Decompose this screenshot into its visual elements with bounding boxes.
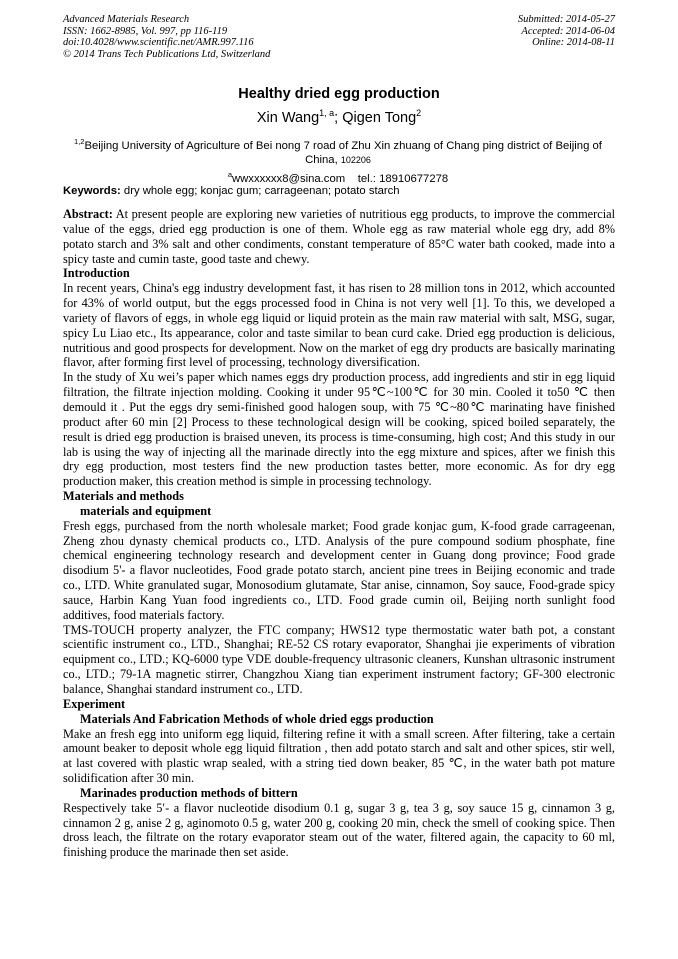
- journal-name: Advanced Materials Research: [63, 14, 190, 25]
- issn-line: ISSN: 1662-8985, Vol. 997, pp 116-119: [63, 25, 228, 37]
- materials-paragraph: Fresh eggs, purchased from the north wholesale market; Food grade konjac gum, K-food grade carrageenan, Zheng zhou dynasty chemical products co., LTD. Analysis of the pure compound sodium phosphate, fine chemical engineering technology research and development center in Guang dong province; Food grade disodium 5'- a flavor nucleotides, Food grade potato starch, ancient pine trees in Beijing economic and trade co., LTD. White granulated sugar, Monosodium glutamate, Star anise, cinnamon, Soy sauce, Food-grade spicy sauce, Harbin Kang Yuan food ingredients co., LTD. Food grade cumin oil, Beijing north sunlight food additives, food materials factory.: [63, 518, 615, 622]
- abstract: [63, 207, 615, 266]
- fabrication-paragraph: Make an fresh egg into uniform egg liquid, filtering refine it with a small screen. After filtering, take a certain amount beaker to deposit whole egg liquid filtration , then add potato starch and salt and other spices, stir well, at last covered with plastic wrap sealed, with a string tied down beaker, 85 ℃, in the water bath pot mature solidification after 30 min.: [63, 726, 615, 786]
- author-2-affiliation: 2: [416, 108, 422, 118]
- methods-heading: Materials and methods: [63, 489, 184, 504]
- journal-info: [63, 14, 270, 60]
- keywords-text: dry whole egg; konjac gum; carrageenan; potato starch: [123, 185, 400, 197]
- postcode: 102206: [340, 155, 371, 166]
- equipment-paragraph: TMS-TOUCH property analyzer, the FTC company; HWS12 type thermostatic water bath pot, a constant scientific instrument co., LTD., Shanghai; RE-52 CS rotary evaporator, Shanghai jie experiments of vibration equipment co., LTD.; KQ-6000 type VDE double-frequency ultrasonic cleaners, Kunshan ultrasonic instrument co., LTD.; 79-1A magnetic stirrer, Changzhou Xiang tian experiment instrument factory; GF-300 electronic balance, Shanghai standard instrument co., LTD.: [63, 622, 615, 696]
- author-separator: ;: [334, 110, 343, 126]
- affiliation-marker: 1,2: [74, 137, 85, 146]
- paper-title: Healthy dried egg production: [238, 86, 440, 102]
- online-date: Online: 2014-08-11: [532, 37, 615, 49]
- introduction-paragraph-1: In recent years, China's egg industry development fast, it has risen to 28 million tons in 2012, which accounted for 43% of world output, but the eggs processed food in China is not very well [1]. To this, we developed a variety of flavors of eggs, in whole egg liquid or liquid protein as the main raw material with salt, MSG, sugar, spicy Lu Liao etc., Its appearance, color and taste similar to bean curd cake. Dried egg production is delicious, nutritious and good prospects for development. Now on the market of egg dry products are basically marinating flavor, after forming first level of processing, technology diversification.: [63, 281, 615, 370]
- submitted-date: Submitted: 2014-05-27: [517, 14, 615, 25]
- author-2: Qigen Tong: [342, 110, 417, 126]
- doi-line: doi:10.4028/www.scientific.net/AMR.997.116: [63, 37, 254, 49]
- author-line: [0, 108, 678, 126]
- paper-body: [63, 207, 615, 860]
- abstract-label: Abstract:: [63, 207, 113, 221]
- contact-line: [60, 168, 616, 186]
- accepted-date: Accepted: 2014-06-04: [521, 25, 615, 37]
- introduction-paragraph-2: In the study of Xu wei’s paper which names eggs dry production process, add ingredients and stir in egg liquid filtration, the filtrate injection molding. Cooking it under 95℃~100℃ for 30 min. Cooled it to50 ℃ then demould it . Put the eggs dry semi-finished good halogen soup, with 75 ℃~80℃ marinating have finished product after 60 min [2] Process to these technological design will be cooking, spiced boiled separately, the result is dried egg production is braised uneven, its process is time-consuming, high cost; And this study in our lab is using the way of injecting all the marinade directly into the egg mixture and spices, after we finish this dry egg production, most testers find the new production tastes better, more economic. As for dry egg production maker, this creation method is simple in processing technology.: [63, 370, 615, 489]
- submission-dates: [518, 14, 615, 49]
- affiliation-text: Beijing University of Agriculture of Bei nong 7 road of Zhu Xin zhuang of Chang ping district of Beijing of China,: [84, 140, 602, 167]
- abstract-text: At present people are exploring new varieties of nutritious egg products, to improve the commercial value of the eggs, dried egg production is one of them. Whole egg as raw material whole egg dry, add 8% potato starch and 3% salt and other condiments, constant temperature of 85°C water bath cooked, made into a spicy taste and cumin taste, good taste and chewy.: [63, 207, 615, 266]
- email-marker: a: [227, 169, 232, 179]
- author-1-affiliation: 1, a: [319, 108, 335, 118]
- affiliation-address: [60, 135, 616, 168]
- fabrication-subheading: Materials And Fabrication Methods of whole dried eggs production: [80, 711, 434, 726]
- marinade-paragraph: Respectively take 5′- a flavor nucleotide disodium 0.1 g, sugar 3 g, tea 3 g, soy sauce 15 g, cinnamon 3 g, cinnamon 2 g, anise 2 g, aginomoto 0.5 g, water 200 g, cooking 20 min, check the smell of cooking spice. Then dross leach, the filtrate on the rotary evaporator steam out of the water, filtered again, the capacity to 60 ml, finishing produce the marinade then set aside.: [63, 800, 615, 860]
- experiment-heading: Experiment: [63, 696, 126, 711]
- email-address: wwxxxxxx8@sina.com: [231, 172, 346, 185]
- keywords-line: [63, 185, 619, 197]
- introduction-heading: Introduction: [63, 266, 130, 281]
- telephone: tel.: 18910677278: [357, 172, 449, 185]
- affiliation-block: [60, 135, 616, 186]
- keywords-label: Keywords:: [63, 185, 121, 197]
- materials-subheading: materials and equipment: [80, 503, 212, 518]
- author-1: Xin Wang: [256, 110, 320, 126]
- copyright-line: © 2014 Trans Tech Publications Ltd, Switzerland: [63, 48, 271, 60]
- marinade-subheading: Marinades production methods of bittern: [80, 785, 298, 800]
